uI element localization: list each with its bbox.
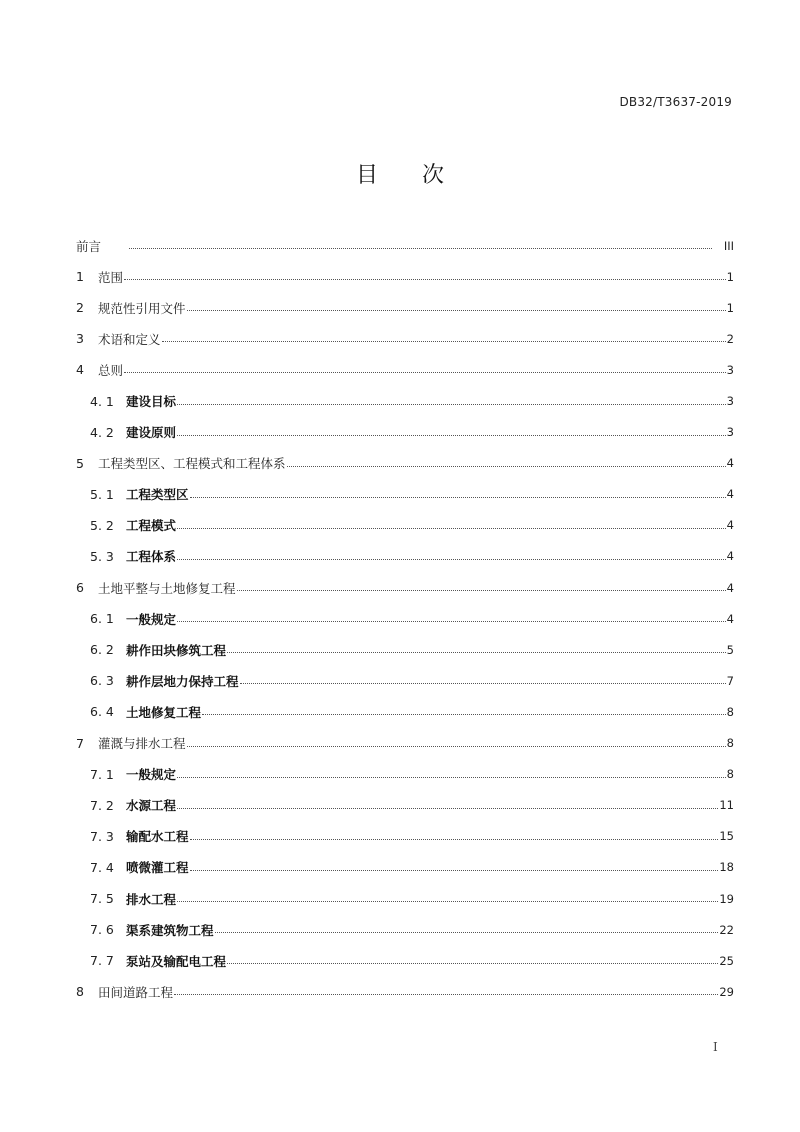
toc-entry-title: 建设目标 [126,394,177,410]
toc-entry-page: 4 [726,456,734,471]
toc-entry-page: 3 [726,394,734,409]
toc-entry-number: 1 [76,269,84,285]
toc-entry-title: 前言 [76,238,102,254]
toc-entry-page: 29 [719,984,734,999]
toc-entry-page: 5 [726,642,734,657]
document-code: DB32/T3637-2019 [619,95,732,109]
page-title: 目 次 [355,163,444,188]
toc-entry[interactable] [76,510,734,541]
toc-entry-page: 8 [726,704,734,719]
toc-entry-number: 6. 2 [90,642,114,658]
toc-leader-dots [162,341,726,342]
toc-entry[interactable] [76,354,734,385]
toc-entry-number: 4 [76,362,84,378]
toc-entry[interactable] [76,385,734,416]
toc-entry-number: 4. 2 [90,424,114,440]
toc-leader-dots [124,279,726,280]
toc-entry[interactable] [76,696,734,727]
toc-entry[interactable] [76,479,734,510]
toc-leader-dots [202,714,726,715]
toc-entry-number: 7 [76,735,84,751]
toc-entry[interactable] [76,821,734,852]
toc-entry-page: 2 [726,331,734,346]
toc-leader-dots [287,466,726,467]
toc-entry-title: 土地平整与土地修复工程 [98,580,236,596]
toc-entry-title: 耕作田块修筑工程 [126,642,227,658]
toc-leader-dots [177,777,726,778]
toc-entry-number: 5. 1 [90,486,114,502]
toc-entry-title: 工程体系 [126,549,177,565]
toc-entry[interactable] [76,417,734,448]
table-of-contents [76,230,734,1007]
toc-entry-title: 工程类型区、工程模式和工程体系 [98,456,286,472]
toc-entry-title: 灌溉与排水工程 [98,736,186,752]
toc-entry-title: 工程模式 [126,518,177,534]
toc-entry-title: 喷微灌工程 [126,860,189,876]
toc-entry-number: 5. 2 [90,517,114,533]
toc-entry[interactable] [76,603,734,634]
toc-entry[interactable] [76,634,734,665]
toc-entry-number: 5 [76,455,84,471]
toc-entry-page: 11 [719,798,734,813]
toc-entry[interactable] [76,790,734,821]
toc-entry-page: 7 [726,673,734,688]
toc-entry[interactable] [76,541,734,572]
toc-entry-title: 范围 [98,269,124,285]
toc-entry[interactable] [76,261,734,292]
toc-entry-page: 4 [726,487,734,502]
toc-entry-page: 15 [719,829,734,844]
toc-entry[interactable] [76,572,734,603]
toc-entry-number: 7. 2 [90,797,114,813]
toc-entry-page: 4 [726,518,734,533]
toc-leader-dots [227,963,718,964]
toc-leader-dots [190,839,719,840]
toc-entry-number: 6. 4 [90,704,114,720]
toc-entry-page: 8 [726,767,734,782]
toc-entry-title: 土地修复工程 [126,704,202,720]
toc-entry-page: 1 [726,300,734,315]
toc-entry-page: 1 [726,269,734,284]
toc-entry-number: 8 [76,984,84,1000]
toc-entry-page: 3 [726,362,734,377]
toc-leader-dots [129,248,712,249]
toc-entry-title: 排水工程 [126,891,177,907]
toc-entry[interactable] [76,230,734,261]
toc-entry-number: 6. 1 [90,611,114,627]
toc-leader-dots [174,994,718,995]
toc-entry-title: 渠系建筑物工程 [126,922,214,938]
toc-entry-title: 水源工程 [126,798,177,814]
toc-entry[interactable] [76,292,734,323]
toc-entry[interactable] [76,914,734,945]
toc-entry[interactable] [76,852,734,883]
toc-entry[interactable] [76,759,734,790]
toc-entry-title: 术语和定义 [98,331,161,347]
toc-entry[interactable] [76,976,734,1007]
toc-leader-dots [177,435,726,436]
toc-entry-number: 7. 5 [90,891,114,907]
toc-leader-dots [187,746,726,747]
toc-entry-page: 4 [726,611,734,626]
toc-entry-title: 建设原则 [126,425,177,441]
toc-entry-number: 7. 1 [90,766,114,782]
toc-entry-page: 3 [726,425,734,440]
toc-entry-number: 5. 3 [90,548,114,564]
toc-entry[interactable] [76,945,734,976]
toc-leader-dots [177,559,726,560]
toc-leader-dots [190,497,726,498]
toc-leader-dots [187,310,726,311]
toc-leader-dots [240,683,726,684]
toc-leader-dots [177,621,726,622]
toc-entry-title: 田间道路工程 [98,984,174,1000]
toc-entry-title: 一般规定 [126,767,177,783]
toc-leader-dots [124,372,726,373]
toc-entry-number: 7. 7 [90,953,114,969]
toc-entry-title: 规范性引用文件 [98,300,186,316]
toc-leader-dots [177,528,726,529]
toc-entry-title: 总则 [98,362,124,378]
toc-entry-page: 19 [719,891,734,906]
toc-entry-page: 25 [719,953,734,968]
toc-entry-number: 7. 3 [90,828,114,844]
toc-entry-number: 6. 3 [90,673,114,689]
toc-leader-dots [215,932,719,933]
toc-entry-page: 18 [719,860,734,875]
toc-entry-page: 4 [726,580,734,595]
toc-entry-page: 8 [726,736,734,751]
toc-entry[interactable] [76,448,734,479]
toc-entry-title: 耕作层地力保持工程 [126,673,239,689]
toc-entry[interactable] [76,728,734,759]
toc-entry-title: 一般规定 [126,611,177,627]
toc-entry-page: 4 [726,549,734,564]
toc-entry-page: III [723,238,734,253]
toc-entry[interactable] [76,323,734,354]
toc-leader-dots [237,590,726,591]
toc-entry-number: 7. 4 [90,859,114,875]
toc-entry-title: 工程类型区 [126,487,189,503]
toc-entry-title: 泵站及输配电工程 [126,953,227,969]
toc-leader-dots [190,870,719,871]
toc-entry[interactable] [76,665,734,696]
toc-entry-page: 22 [719,922,734,937]
toc-entry-number: 4. 1 [90,393,114,409]
footer-page-number: I [713,1040,718,1054]
toc-entry-title: 输配水工程 [126,829,189,845]
toc-leader-dots [177,404,726,405]
toc-leader-dots [177,808,718,809]
toc-leader-dots [227,652,726,653]
toc-entry-number: 7. 6 [90,922,114,938]
toc-entry[interactable] [76,883,734,914]
toc-entry-number: 2 [76,300,84,316]
toc-entry-number: 3 [76,331,84,347]
toc-leader-dots [177,901,718,902]
toc-entry-number: 6 [76,580,84,596]
